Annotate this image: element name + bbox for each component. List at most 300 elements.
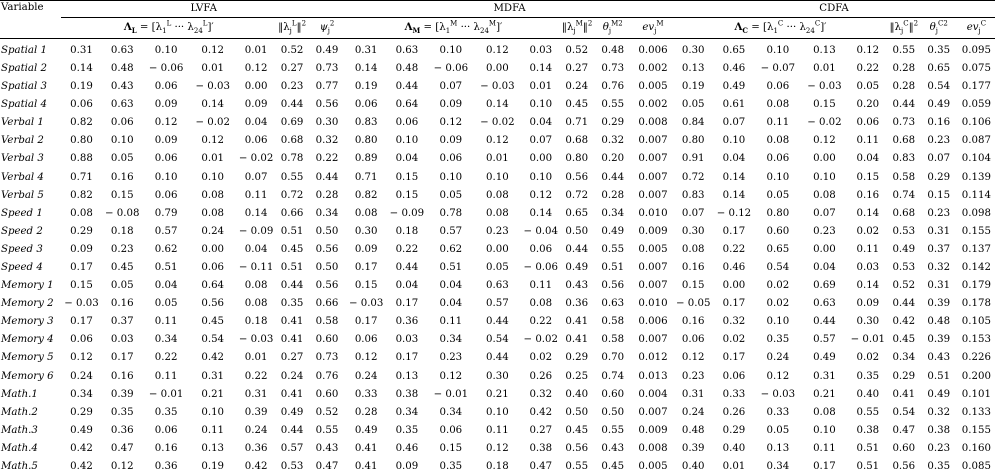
- table-cell: 0.83: [673, 187, 713, 205]
- table-cell: 0.17: [61, 313, 101, 331]
- table-cell: 0.26: [713, 404, 754, 422]
- table-cell: 0.007: [633, 187, 673, 205]
- row-variable-label: Memory 6: [0, 368, 61, 386]
- table-cell: 0.32: [920, 259, 958, 277]
- table-cell: 0.44: [888, 96, 920, 114]
- table-cell: − 0.03: [189, 78, 236, 96]
- table-cell: 0.10: [755, 39, 802, 61]
- table-cell: 0.27: [276, 60, 308, 78]
- table-cell: 0.106: [958, 114, 995, 132]
- table-cell: 0.133: [958, 404, 995, 422]
- table-cell: 0.39: [920, 332, 958, 350]
- table-cell: 0.39: [102, 386, 143, 404]
- table-row: [0, 151, 995, 169]
- table-cell: 0.008: [633, 114, 673, 132]
- table-cell: 0.39: [673, 440, 713, 458]
- table-cell: 0.55: [561, 458, 593, 476]
- table-row: [0, 187, 995, 205]
- column-header-row: [0, 18, 995, 39]
- row-variable-label: Verbal 1: [0, 114, 61, 132]
- table-cell: 0.01: [236, 39, 276, 61]
- table-cell: 0.04: [801, 259, 848, 277]
- table-cell: 0.35: [755, 332, 802, 350]
- table-cell: 0.49: [61, 422, 101, 440]
- table-cell: 0.12: [474, 132, 521, 150]
- table-cell: 0.09: [428, 132, 475, 150]
- table-cell: 0.49: [920, 386, 958, 404]
- table-cell: 0.20: [593, 151, 633, 169]
- table-cell: 0.04: [428, 277, 475, 295]
- table-cell: 0.47: [521, 458, 561, 476]
- group-header-row: [0, 1, 995, 18]
- table-cell: 0.83: [888, 151, 920, 169]
- table-cell: − 0.06: [521, 259, 561, 277]
- table-cell: 0.03: [386, 332, 427, 350]
- table-cell: 0.76: [308, 368, 346, 386]
- table-cell: 0.34: [308, 205, 346, 223]
- table-cell: − 0.04: [521, 223, 561, 241]
- table-row: [0, 169, 995, 187]
- table-cell: 0.01: [189, 151, 236, 169]
- table-cell: 0.06: [713, 368, 754, 386]
- table-cell: 0.16: [920, 114, 958, 132]
- table-row: [0, 277, 995, 295]
- table-cell: 0.40: [713, 440, 754, 458]
- table-cell: 0.04: [428, 295, 475, 313]
- table-cell: 0.153: [958, 332, 995, 350]
- table-cell: 0.89: [346, 151, 386, 169]
- table-cell: 0.155: [958, 223, 995, 241]
- table-cell: 0.55: [593, 422, 633, 440]
- table-cell: 0.60: [593, 386, 633, 404]
- table-cell: 0.02: [848, 223, 888, 241]
- table-row: [0, 332, 995, 350]
- row-variable-label: Verbal 5: [0, 187, 61, 205]
- table-cell: 0.51: [848, 458, 888, 476]
- table-cell: 0.73: [308, 60, 346, 78]
- table-cell: 0.45: [102, 259, 143, 277]
- table-cell: 0.14: [61, 60, 101, 78]
- table-cell: 0.12: [848, 39, 888, 61]
- table-cell: 0.74: [593, 368, 633, 386]
- table-cell: 0.34: [593, 205, 633, 223]
- table-cell: 0.45: [593, 458, 633, 476]
- table-cell: 0.05: [755, 422, 802, 440]
- table-cell: 0.31: [920, 277, 958, 295]
- table-cell: 0.56: [308, 96, 346, 114]
- table-cell: 0.80: [561, 151, 593, 169]
- table-cell: 0.155: [958, 422, 995, 440]
- table-cell: 0.56: [593, 277, 633, 295]
- table-cell: 0.06: [346, 96, 386, 114]
- table-cell: 0.07: [673, 205, 713, 223]
- row-variable-label: Speed 2: [0, 223, 61, 241]
- table-cell: 0.29: [61, 223, 101, 241]
- table-cell: 0.32: [920, 404, 958, 422]
- table-cell: 0.55: [276, 169, 308, 187]
- table-cell: 0.31: [346, 39, 386, 61]
- table-cell: 0.007: [633, 151, 673, 169]
- table-cell: 0.13: [673, 60, 713, 78]
- table-cell: 0.23: [801, 223, 848, 241]
- table-cell: 0.06: [428, 422, 475, 440]
- table-cell: 0.18: [102, 223, 143, 241]
- table-cell: − 0.02: [801, 114, 848, 132]
- table-cell: 0.51: [276, 223, 308, 241]
- table-cell: 0.09: [386, 458, 427, 476]
- table-cell: − 0.12: [713, 205, 754, 223]
- table-cell: 0.36: [561, 295, 593, 313]
- table-cell: 0.08: [346, 205, 386, 223]
- table-cell: 0.16: [848, 187, 888, 205]
- table-cell: 0.23: [920, 132, 958, 150]
- table-cell: 0.51: [143, 259, 190, 277]
- table-cell: 0.085: [958, 458, 995, 476]
- table-cell: 0.33: [346, 386, 386, 404]
- table-cell: 0.04: [713, 151, 754, 169]
- table-cell: 0.05: [755, 187, 802, 205]
- table-cell: 0.49: [308, 39, 346, 61]
- row-variable-label: Math.3: [0, 422, 61, 440]
- table-cell: 0.30: [474, 368, 521, 386]
- table-cell: 0.38: [848, 422, 888, 440]
- table-cell: 0.44: [593, 169, 633, 187]
- table-cell: 0.53: [888, 223, 920, 241]
- table-cell: 0.52: [888, 277, 920, 295]
- table-cell: 0.178: [958, 295, 995, 313]
- table-cell: 0.17: [346, 259, 386, 277]
- table-cell: 0.00: [474, 241, 521, 259]
- table-cell: 0.200: [958, 368, 995, 386]
- table-cell: 0.05: [102, 277, 143, 295]
- table-cell: 0.54: [920, 78, 958, 96]
- table-cell: 0.10: [189, 169, 236, 187]
- table-cell: 0.04: [521, 114, 561, 132]
- table-cell: 0.63: [102, 96, 143, 114]
- row-variable-label: Memory 4: [0, 332, 61, 350]
- row-variable-label: Speed 1: [0, 205, 61, 223]
- table-cell: 0.03: [102, 332, 143, 350]
- table-cell: 0.15: [61, 277, 101, 295]
- table-cell: 0.49: [801, 350, 848, 368]
- table-cell: 0.80: [346, 132, 386, 150]
- table-cell: 0.56: [308, 241, 346, 259]
- table-cell: 0.07: [236, 169, 276, 187]
- table-row: [0, 350, 995, 368]
- table-cell: 0.16: [102, 295, 143, 313]
- table-cell: 0.46: [386, 440, 427, 458]
- table-cell: − 0.02: [189, 114, 236, 132]
- table-cell: 0.42: [236, 458, 276, 476]
- table-cell: 0.24: [236, 422, 276, 440]
- table-cell: 0.08: [474, 205, 521, 223]
- table-cell: 0.10: [428, 169, 475, 187]
- table-cell: 0.12: [346, 350, 386, 368]
- table-cell: 0.16: [143, 440, 190, 458]
- table-cell: 0.35: [276, 295, 308, 313]
- group-header-mdfa: MDFA: [346, 1, 673, 18]
- table-cell: 0.32: [521, 386, 561, 404]
- table-cell: 0.09: [61, 241, 101, 259]
- table-cell: 0.02: [521, 350, 561, 368]
- table-cell: 0.24: [61, 368, 101, 386]
- table-cell: 0.44: [276, 422, 308, 440]
- table-cell: 0.160: [958, 440, 995, 458]
- table-cell: 0.54: [755, 259, 802, 277]
- table-cell: 0.06: [755, 151, 802, 169]
- table-cell: 0.35: [848, 368, 888, 386]
- table-row: [0, 422, 995, 440]
- table-cell: 0.37: [920, 241, 958, 259]
- table-cell: 0.12: [189, 39, 236, 61]
- table-cell: 0.35: [920, 39, 958, 61]
- table-cell: 0.32: [593, 132, 633, 150]
- table-cell: 0.01: [189, 60, 236, 78]
- table-cell: 0.38: [386, 386, 427, 404]
- table-cell: 0.17: [386, 295, 427, 313]
- table-cell: 0.34: [61, 386, 101, 404]
- table-cell: 0.62: [428, 241, 475, 259]
- table-cell: 0.17: [713, 223, 754, 241]
- lvfa-psi-header: $\psi_j^2$: [308, 18, 346, 39]
- table-cell: 0.20: [848, 96, 888, 114]
- table-cell: 0.22: [848, 60, 888, 78]
- table-cell: 0.47: [102, 440, 143, 458]
- table-row: [0, 386, 995, 404]
- table-cell: 0.14: [189, 96, 236, 114]
- table-cell: 0.07: [428, 78, 475, 96]
- table-cell: 0.51: [920, 368, 958, 386]
- table-cell: 0.009: [633, 223, 673, 241]
- table-cell: 0.19: [61, 78, 101, 96]
- row-variable-label: Spatial 3: [0, 78, 61, 96]
- table-cell: 0.36: [386, 313, 427, 331]
- table-cell: 0.009: [633, 422, 673, 440]
- table-cell: 0.12: [143, 114, 190, 132]
- row-variable-label: Memory 5: [0, 350, 61, 368]
- table-cell: 0.11: [755, 114, 802, 132]
- table-cell: 0.05: [848, 78, 888, 96]
- table-cell: 0.42: [888, 313, 920, 331]
- table-cell: − 0.09: [386, 205, 427, 223]
- table-cell: 0.27: [561, 60, 593, 78]
- table-cell: 0.01: [801, 60, 848, 78]
- table-cell: 0.21: [189, 386, 236, 404]
- table-cell: 0.63: [801, 295, 848, 313]
- table-cell: 0.17: [386, 350, 427, 368]
- table-cell: 0.09: [143, 96, 190, 114]
- table-cell: 0.43: [102, 78, 143, 96]
- table-cell: 0.010: [633, 205, 673, 223]
- table-cell: 0.24: [673, 404, 713, 422]
- table-cell: 0.13: [801, 39, 848, 61]
- table-cell: 0.44: [561, 241, 593, 259]
- table-cell: 0.06: [102, 114, 143, 132]
- table-cell: 0.72: [673, 169, 713, 187]
- table-cell: 0.22: [521, 313, 561, 331]
- row-variable-label: Memory 1: [0, 277, 61, 295]
- table-row: [0, 458, 995, 476]
- table-cell: 0.012: [633, 350, 673, 368]
- table-cell: 0.24: [346, 368, 386, 386]
- table-cell: 0.17: [102, 350, 143, 368]
- table-cell: 0.08: [801, 404, 848, 422]
- table-cell: 0.10: [755, 169, 802, 187]
- table-cell: 0.098: [958, 205, 995, 223]
- table-cell: 0.73: [593, 60, 633, 78]
- table-cell: 0.10: [801, 422, 848, 440]
- table-cell: 0.73: [308, 350, 346, 368]
- row-variable-label: Memory 2: [0, 295, 61, 313]
- table-cell: 0.03: [521, 39, 561, 61]
- table-cell: 0.53: [888, 259, 920, 277]
- lvfa-norm-header: $‖\lambda_j^L‖^2$: [276, 18, 308, 39]
- table-cell: 0.007: [633, 259, 673, 277]
- table-cell: 0.06: [143, 187, 190, 205]
- table-cell: 0.06: [755, 78, 802, 96]
- table-cell: 0.48: [920, 313, 958, 331]
- table-cell: 0.12: [236, 60, 276, 78]
- table-row: [0, 39, 995, 61]
- table-cell: 0.02: [848, 350, 888, 368]
- table-cell: 0.15: [428, 440, 475, 458]
- table-body: [0, 39, 995, 476]
- table-cell: 0.38: [521, 440, 561, 458]
- table-row: [0, 295, 995, 313]
- table-cell: 0.40: [673, 458, 713, 476]
- table-cell: 0.35: [102, 404, 143, 422]
- table-cell: 0.00: [189, 241, 236, 259]
- table-cell: 0.15: [386, 187, 427, 205]
- table-cell: 0.14: [474, 96, 521, 114]
- table-cell: 0.44: [888, 295, 920, 313]
- table-cell: 0.49: [276, 404, 308, 422]
- table-cell: 0.16: [102, 169, 143, 187]
- table-cell: 0.11: [801, 440, 848, 458]
- table-cell: 0.12: [474, 440, 521, 458]
- table-cell: 0.105: [958, 313, 995, 331]
- table-cell: 0.04: [386, 151, 427, 169]
- table-row: [0, 368, 995, 386]
- table-cell: 0.68: [888, 132, 920, 150]
- table-cell: 0.52: [561, 39, 593, 61]
- table-cell: 0.16: [673, 259, 713, 277]
- table-cell: 0.007: [633, 404, 673, 422]
- table-cell: − 0.02: [521, 332, 561, 350]
- table-cell: 0.177: [958, 78, 995, 96]
- table-cell: 0.34: [428, 332, 475, 350]
- table-cell: 0.22: [308, 151, 346, 169]
- table-cell: 0.65: [713, 39, 754, 61]
- table-cell: 0.36: [102, 422, 143, 440]
- table-cell: 0.06: [428, 151, 475, 169]
- table-cell: 0.10: [801, 169, 848, 187]
- table-cell: 0.47: [308, 458, 346, 476]
- table-cell: 0.03: [848, 259, 888, 277]
- table-cell: − 0.03: [346, 295, 386, 313]
- table-cell: 0.42: [189, 350, 236, 368]
- table-cell: 0.49: [593, 223, 633, 241]
- table-cell: 0.06: [673, 332, 713, 350]
- table-cell: 0.007: [633, 277, 673, 295]
- table-cell: 0.45: [276, 241, 308, 259]
- table-cell: 0.42: [61, 458, 101, 476]
- table-cell: 0.19: [189, 458, 236, 476]
- table-cell: 0.12: [428, 114, 475, 132]
- table-cell: 0.05: [673, 96, 713, 114]
- table-cell: − 0.03: [755, 386, 802, 404]
- mdfa-norm-header: $‖\lambda_j^M‖^2$: [561, 18, 593, 39]
- table-cell: 0.08: [189, 205, 236, 223]
- mdfa-ev-header: $ev_j^M$: [633, 18, 673, 39]
- table-cell: 0.35: [386, 422, 427, 440]
- table-cell: 0.31: [236, 386, 276, 404]
- row-variable-label: Verbal 2: [0, 132, 61, 150]
- table-cell: 0.17: [801, 458, 848, 476]
- table-cell: 0.04: [386, 277, 427, 295]
- table-cell: 0.15: [848, 169, 888, 187]
- table-cell: 0.48: [673, 422, 713, 440]
- table-cell: 0.56: [561, 440, 593, 458]
- table-cell: 0.29: [61, 404, 101, 422]
- table-cell: 0.004: [633, 386, 673, 404]
- table-cell: − 0.06: [143, 60, 190, 78]
- table-cell: 0.34: [755, 458, 802, 476]
- table-cell: 0.23: [673, 368, 713, 386]
- table-cell: 0.087: [958, 132, 995, 150]
- table-cell: 0.32: [308, 132, 346, 150]
- table-cell: 0.51: [848, 440, 888, 458]
- table-cell: 0.23: [428, 350, 475, 368]
- group-header-cdfa: CDFA: [673, 1, 995, 18]
- table-cell: 0.14: [521, 205, 561, 223]
- table-cell: 0.63: [474, 277, 521, 295]
- table-cell: 0.24: [189, 223, 236, 241]
- table-cell: 0.46: [713, 60, 754, 78]
- table-cell: 0.55: [888, 39, 920, 61]
- table-cell: 0.10: [143, 169, 190, 187]
- table-cell: 0.28: [888, 60, 920, 78]
- table-row: [0, 440, 995, 458]
- table-cell: 0.51: [428, 259, 475, 277]
- table-cell: 0.51: [593, 259, 633, 277]
- table-cell: 0.33: [755, 404, 802, 422]
- table-cell: − 0.07: [755, 60, 802, 78]
- table-cell: 0.06: [386, 114, 427, 132]
- table-cell: 0.66: [276, 205, 308, 223]
- table-cell: 0.54: [189, 332, 236, 350]
- table-cell: 0.78: [276, 151, 308, 169]
- row-variable-label: Math.5: [0, 458, 61, 476]
- table-cell: 0.13: [386, 368, 427, 386]
- table-cell: 0.38: [920, 422, 958, 440]
- table-cell: 0.12: [801, 132, 848, 150]
- table-cell: 0.11: [143, 313, 190, 331]
- table-cell: 0.15: [386, 169, 427, 187]
- table-row: [0, 404, 995, 422]
- cdfa-ev-header: $ev_j^C$: [958, 18, 995, 39]
- table-cell: − 0.01: [428, 386, 475, 404]
- row-variable-label: Speed 4: [0, 259, 61, 277]
- table-cell: 0.06: [61, 332, 101, 350]
- table-cell: 0.101: [958, 386, 995, 404]
- table-cell: 0.36: [236, 440, 276, 458]
- table-cell: 0.31: [673, 386, 713, 404]
- table-cell: 0.24: [755, 350, 802, 368]
- table-cell: 0.52: [276, 39, 308, 61]
- table-cell: 0.005: [633, 78, 673, 96]
- table-cell: 0.48: [593, 39, 633, 61]
